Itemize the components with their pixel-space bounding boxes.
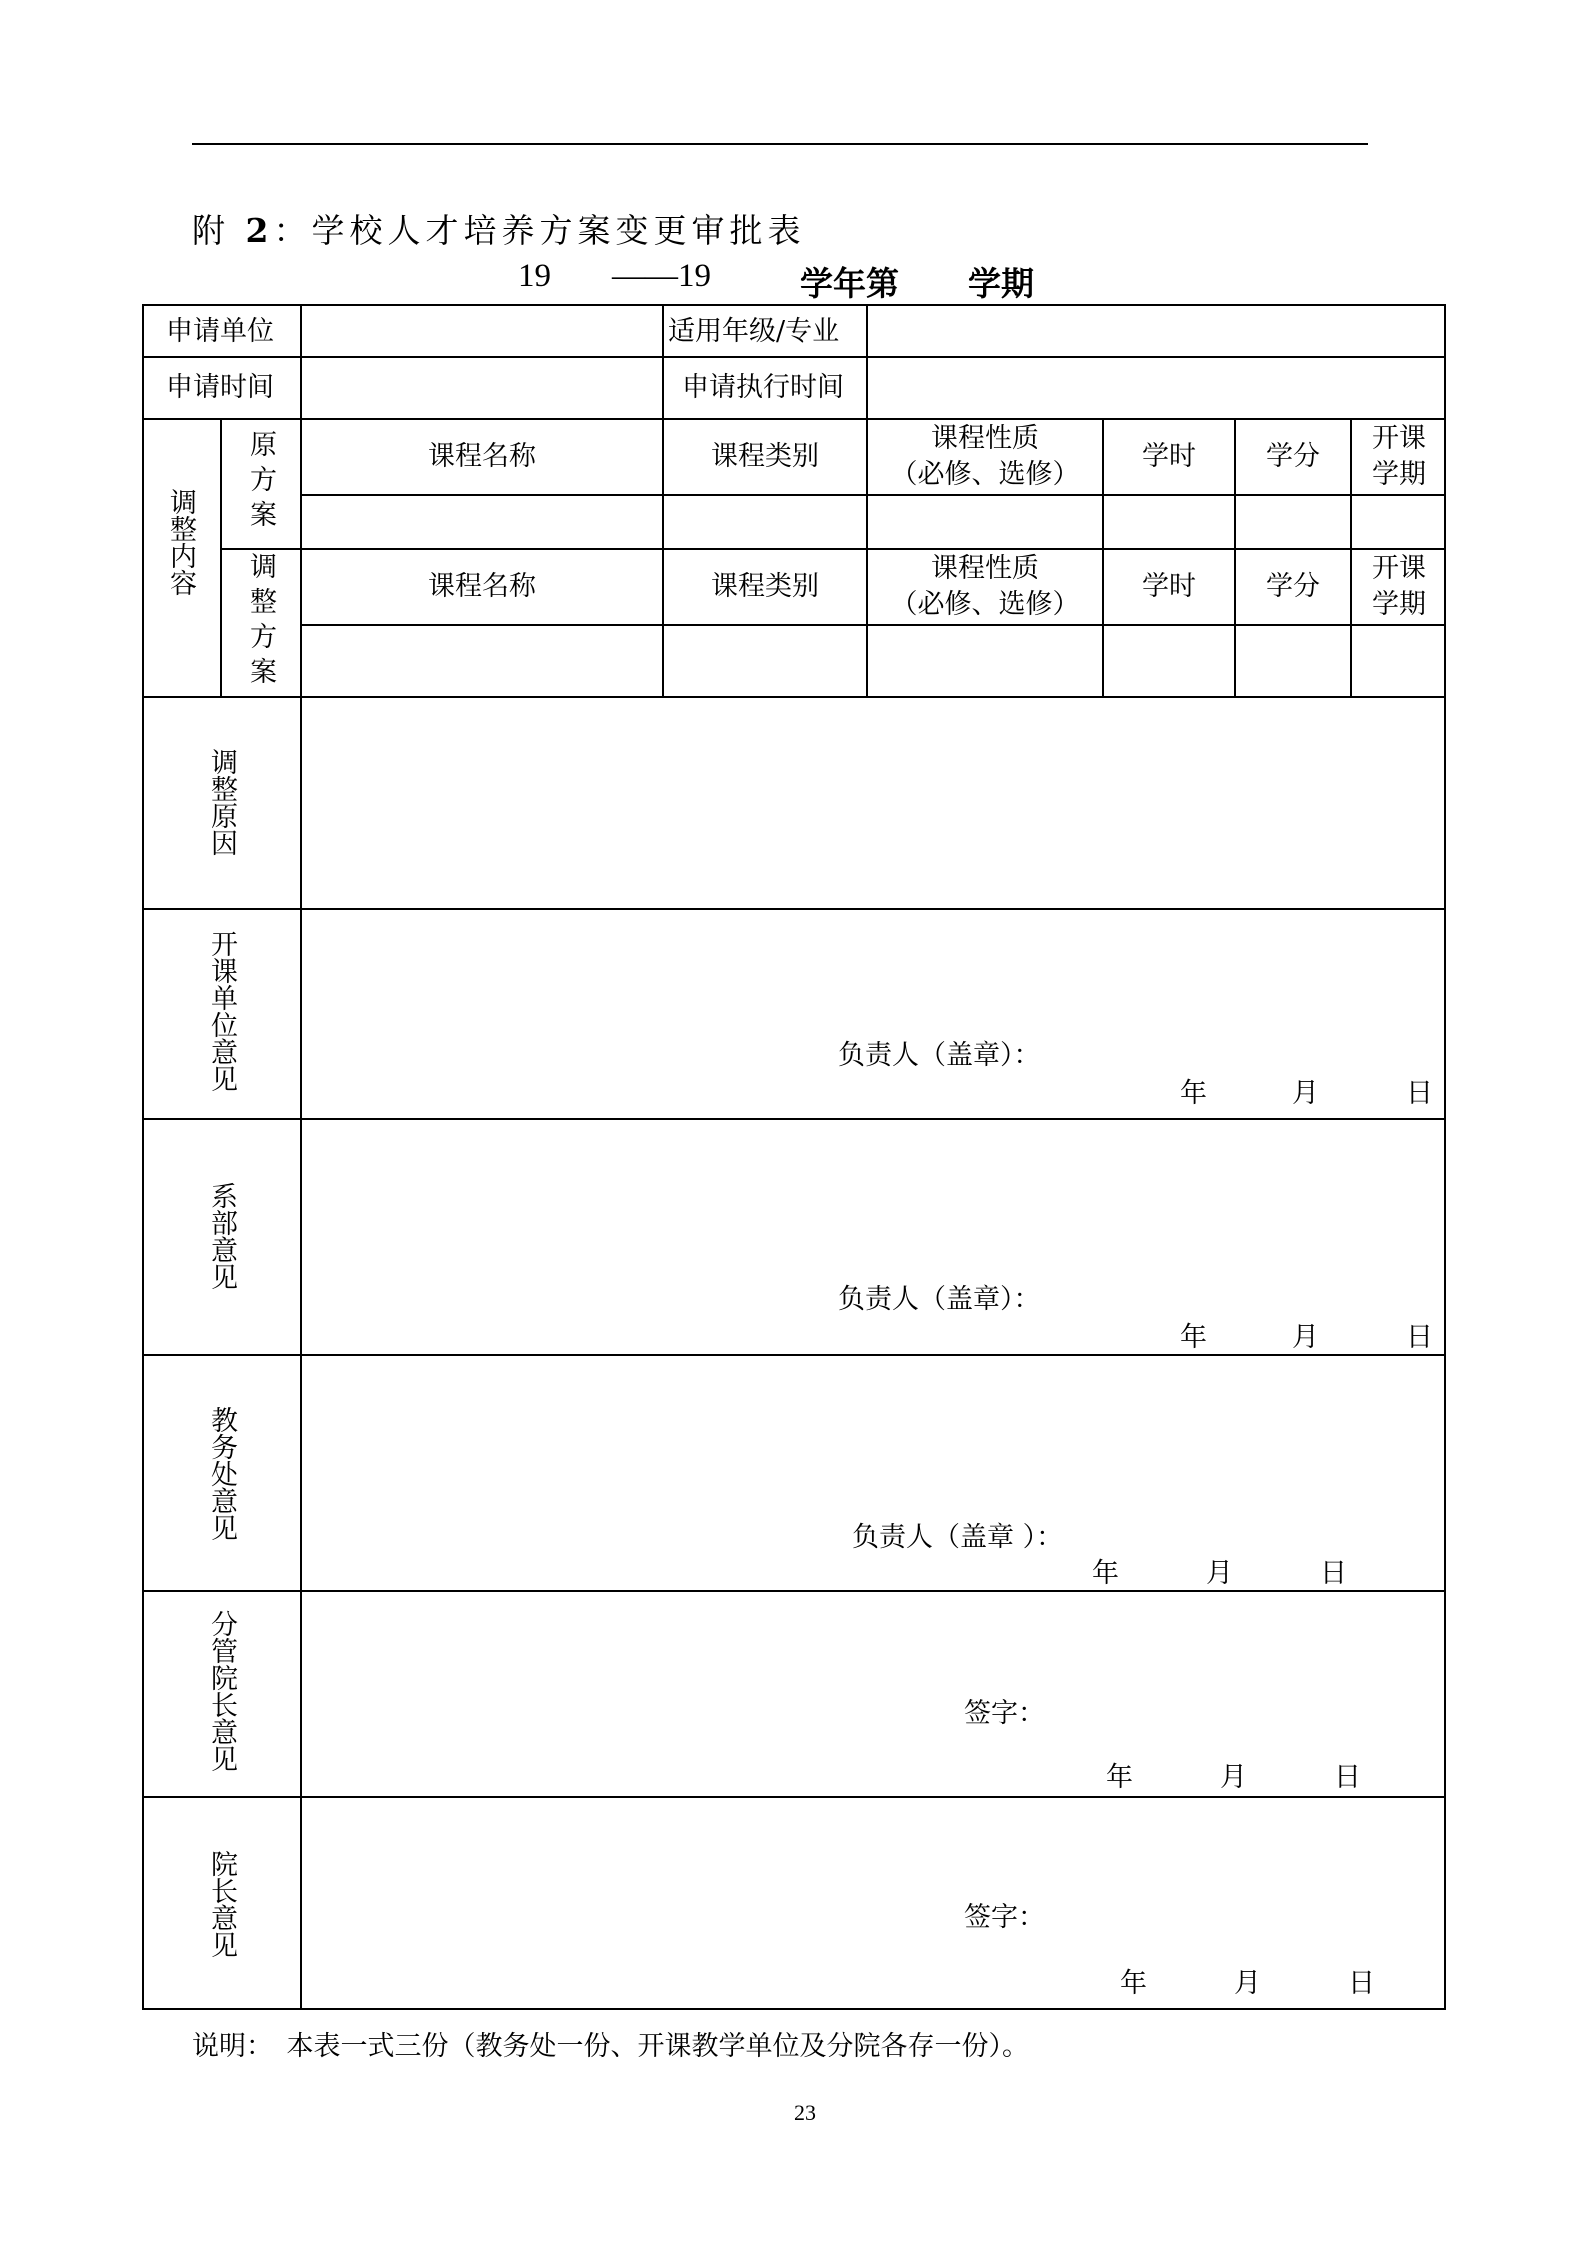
grade-major-label: 适用年级/专业	[668, 316, 840, 347]
section-label: 院长意见	[206, 1850, 237, 1958]
col-divider	[220, 418, 222, 696]
row-divider	[142, 908, 1446, 910]
apply-time-label: 申请时间	[166, 372, 274, 403]
exec-time-label: 申请执行时间	[682, 372, 844, 403]
date-year: 年	[1120, 1968, 1147, 1999]
col-course-nature: 课程性质 （必修、选修）	[890, 422, 1080, 490]
header-rule	[192, 143, 1368, 145]
section-label: 教务处意见	[206, 1406, 237, 1541]
year-end: ——19	[612, 258, 711, 294]
sign-label: 负责人（盖章）：	[838, 1284, 1041, 1315]
col-credits: 学分	[1266, 440, 1320, 472]
date-day: 日	[1348, 1968, 1375, 1999]
date-month: 月	[1292, 1078, 1319, 1109]
sign-label: 签字：	[964, 1902, 1045, 1933]
col-hours: 学时	[1142, 570, 1196, 602]
footer-note: 说明： 本表一式三份（教务处一份、开课教学单位及分院各存一份）。	[192, 2031, 1029, 2062]
section-label: 系部意见	[206, 1182, 237, 1290]
adjusted-plan-label: 调整方案	[245, 552, 276, 692]
grade-major-field[interactable]	[868, 306, 1444, 356]
col-hours: 学时	[1142, 440, 1196, 472]
sign-label: 签字：	[964, 1698, 1045, 1729]
row-divider	[142, 1354, 1446, 1356]
col-credits: 学分	[1266, 570, 1320, 602]
col-course-nature: 课程性质 （必修、选修）	[890, 552, 1080, 620]
adjust-reason-field[interactable]	[302, 698, 1446, 908]
date-month: 月	[1234, 1968, 1261, 1999]
col-course-name: 课程名称	[428, 440, 536, 472]
original-plan-label: 原方案	[245, 430, 276, 535]
col-semester: 开课 学期	[1372, 422, 1426, 490]
form-title: 附 2：学校人才培养方案变更审批表	[192, 211, 806, 250]
date-day: 日	[1406, 1078, 1433, 1109]
exec-time-field[interactable]	[868, 358, 1444, 418]
date-month: 月	[1220, 1762, 1247, 1793]
apply-unit-label: 申请单位	[166, 316, 274, 347]
date-year: 年	[1092, 1558, 1119, 1589]
year-start: 19	[518, 258, 551, 294]
date-year: 年	[1180, 1322, 1207, 1353]
col-course-category: 课程类别	[711, 440, 819, 472]
date-month: 月	[1292, 1322, 1319, 1353]
adjust-content-label: 调整内容	[165, 488, 196, 596]
section-label: 分管院长意见	[206, 1610, 237, 1772]
row-divider	[300, 624, 1446, 626]
apply-time-field[interactable]	[302, 358, 662, 418]
page-number: 23	[794, 2100, 816, 2125]
date-year: 年	[1106, 1762, 1133, 1793]
sign-label: 负责人（盖章）：	[838, 1040, 1041, 1071]
row-divider	[142, 1796, 1446, 1798]
date-day: 日	[1334, 1762, 1361, 1793]
academic-year-label: 学年第	[800, 264, 899, 303]
section-label: 开课单位意见	[206, 930, 237, 1092]
row-divider	[142, 1590, 1446, 1592]
semester-label: 学期	[968, 264, 1034, 303]
apply-unit-field[interactable]	[302, 306, 662, 356]
adjust-reason-label: 调整原因	[206, 748, 237, 856]
sign-label: 负责人（盖章 ）：	[852, 1522, 1064, 1553]
date-year: 年	[1180, 1078, 1207, 1109]
col-course-category: 课程类别	[711, 570, 819, 602]
date-month: 月	[1206, 1558, 1233, 1589]
date-day: 日	[1406, 1322, 1433, 1353]
row-divider	[142, 1118, 1446, 1120]
col-divider	[662, 304, 664, 696]
date-day: 日	[1320, 1558, 1347, 1589]
col-course-name: 课程名称	[428, 570, 536, 602]
col-semester: 开课 学期	[1372, 552, 1426, 620]
row-divider	[300, 494, 1446, 496]
